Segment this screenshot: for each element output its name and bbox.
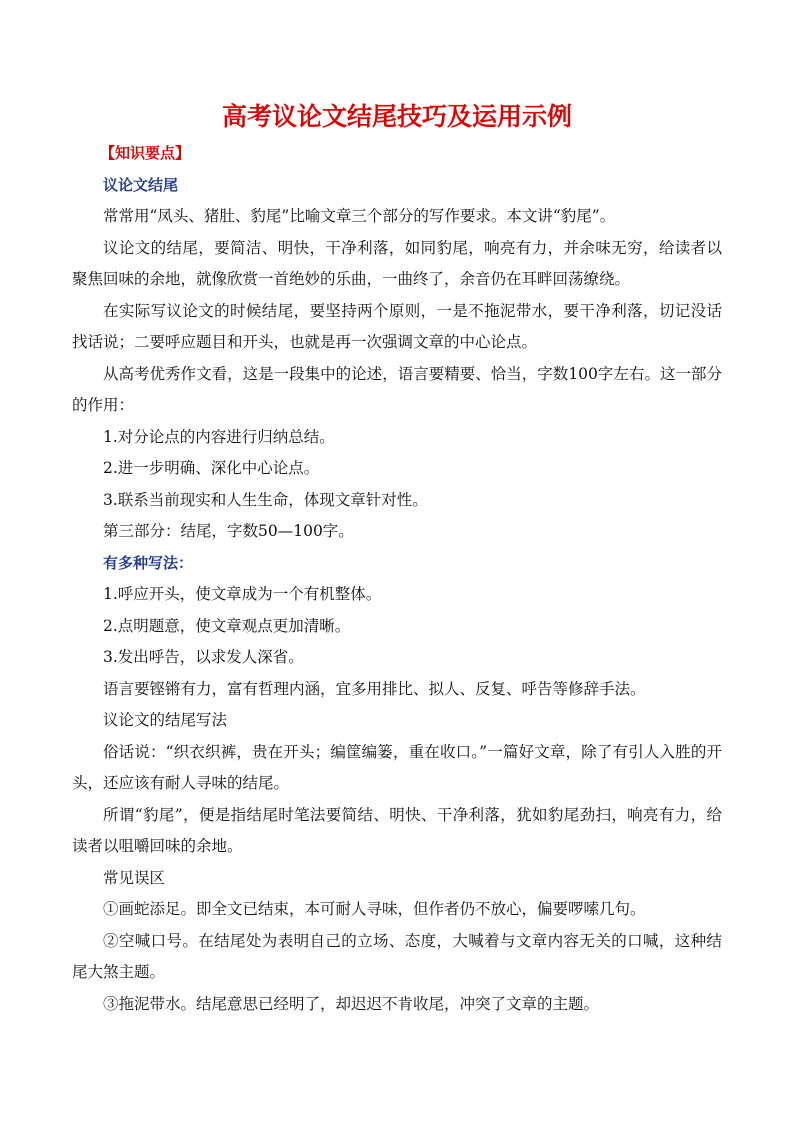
section-tag: 【知识要点】 (100, 144, 191, 162)
document-body (72, 138, 722, 1020)
list-item: 1.呼应开头，使文章成为一个有机整体。 (103, 585, 382, 603)
list-item: ②空喊口号。在结尾处为表明自己的立场、态度，大喊着与文章内容无关的口喊，这种结尾大煞主题。 (72, 931, 722, 981)
list-item: 2.点明题意，使文章观点更加清晰。 (103, 616, 351, 635)
paragraph: 所谓“豹尾”，便是指结尾时笔法要简结、明快、干净利落，犹如豹尾劲扫，响亮有力，给读者以咀嚼回味的余地。 (72, 805, 722, 855)
paragraph: 在实际写议论文的时候结尾，要坚持两个原则，一是不拖泥带水，要干净利落，切记没话找话说；二要呼应题目和开头，也就是再一次强调文章的中心论点。 (72, 301, 722, 351)
paragraph: 常常用“凤头、猪肚、豹尾”比喻文章三个部分的写作要求。本文讲“豹尾”。 (103, 207, 616, 225)
list-item: 3.联系当前现实和人生生命，体现文章针对性。 (103, 490, 428, 509)
list-item: 2.进一步明确、深化中心论点。 (103, 459, 320, 477)
paragraph: 从高考优秀作文看，这是一段集中的论述，语言要精要、恰当，字数100字左右。这一部分的作用： (72, 364, 722, 414)
subheading: 议论文的结尾写法 (103, 711, 228, 729)
page-title: 高考议论文结尾技巧及运用示例 (221, 102, 572, 131)
paragraph: 俗话说：“织衣织裤，贵在开头；编筐编篓，重在收口。”一篇好文章，除了有引人入胜的开头，还应该有耐人寻味的结尾。 (72, 742, 722, 792)
paragraph: 议论文的结尾，要简洁、明快，干净利落，如同豹尾，响亮有力，并余味无穷，给读者以聚焦回味的余地，就像欣赏一首绝妙的乐曲，一曲终了，余音仍在耳畔回荡缭绕。 (72, 238, 722, 288)
paragraph: 第三部分：结尾，字数50—100字。 (103, 522, 354, 540)
subheading: 常见误区 (103, 868, 166, 887)
paragraph: 语言要铿锵有力，富有哲理内涵，宜多用排比、拟人、反复、呼告等修辞手法。 (103, 679, 646, 698)
heading-methods: 有多种写法： (103, 553, 194, 572)
list-item: 1.对分论点的内容进行归纳总结。 (103, 427, 335, 446)
list-item: ③拖泥带水。结尾意思已经明了，却迟迟不肯收尾，冲突了文章的主题。 (103, 994, 600, 1013)
list-item: 3.发出呼告，以求发人深省。 (103, 648, 304, 666)
heading-ending: 议论文结尾 (103, 175, 179, 194)
list-item: ①画蛇添足。即全文已结束，本可耐人寻味，但作者仍不放心，偏要啰嗦几句。 (103, 900, 646, 918)
